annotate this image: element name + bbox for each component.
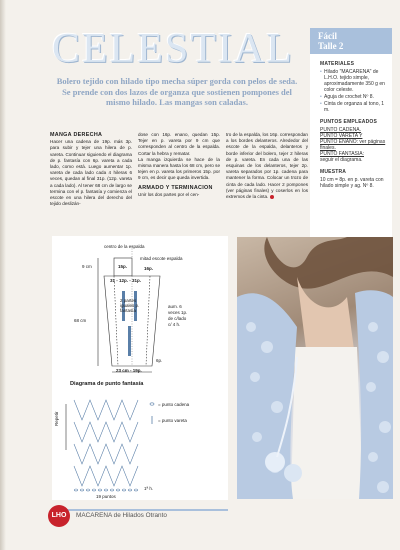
stitch-item: PUNTO CADENA. — [320, 127, 362, 133]
repeat-label: Repetir — [54, 411, 59, 426]
column2-text-b: La manga izquierda se hace de la misma manera hasta los 68 cm, pero se tejen en p. vareta los primeros 15p. por 9 cm, es decir que queda invertida. — [138, 156, 220, 181]
material-item: • Aguja de crochet Nº 8. — [320, 94, 387, 100]
materials-sidebar — [310, 28, 392, 256]
right-sleeve-text: Hacer una cadena de 19p. más 3p. para subir y tejer una hilera de p. vareta. Continuar siguiendo el diagrama de p. fantasía con 6p. vareta a cada lado, como está. Luego aumentar 1p. vareta de cada lado cada 4 hileras 6 veces, quedan al final 31p. (12p. vareta a cada lado). Al tener 68 cm de largo se termina con el p. fantasía y comienza el escote en una hilera del derecho del tejido deslizán- — [50, 139, 132, 207]
materials-heading: MATERIALES — [320, 61, 355, 67]
pattern-title: CELESTIAL — [52, 26, 294, 72]
label-parts: 2 partes iguales p. fantasía — [120, 298, 140, 313]
page-binding-shadow — [0, 0, 6, 550]
difficulty-level: Fácil — [318, 31, 337, 41]
fantasy-stitch-label: PUNTO FANTASIA: — [320, 151, 364, 157]
gauge-text: 10 cm = 8p. en p. vareta con hilado simple y ag. Nº 8. — [320, 177, 384, 189]
difficulty-band — [310, 28, 392, 54]
label-bottom-width: 23 cm - 19p. — [116, 368, 142, 373]
stitch-item-text: PUNTO ENANO: ver páginas finales. — [320, 139, 386, 151]
assembly-heading: ARMADO Y TERMINACION — [138, 184, 213, 191]
column2-text-c: Unir los dos partes por el cen- — [138, 191, 200, 197]
label-6p: 6p. — [156, 358, 163, 363]
size-label: Talle 2 — [318, 41, 344, 51]
diagram-panel — [52, 236, 228, 500]
pompom-right-icon — [284, 464, 302, 482]
text-column-1 — [50, 132, 132, 207]
stitches-heading: PUNTOS EMPLEADOS — [320, 119, 378, 125]
label-half-neck: mitad escote espalda — [140, 256, 183, 261]
stitch-diagram — [52, 390, 228, 500]
model-photo — [237, 237, 393, 499]
right-sleeve-heading: MANGA DERECHA — [50, 132, 103, 138]
footer-brand-text: MACARENA de Hilados Otranto — [76, 512, 167, 519]
label-68cm: 68 cm — [74, 318, 87, 323]
label-increases: aum. 6 veces 1p. de c/lado c/ 4 h. — [168, 304, 188, 327]
sidebar-body — [310, 54, 392, 189]
label-16p: 16p. — [144, 266, 154, 271]
column2-text-a: dose con 16p. enano, quedan 15p. Tejer en p. vareta por 9 cm que corresponden al centro de la espalda. Cortar la hebra y rematar. — [138, 132, 220, 156]
lho-logo-badge: LHO — [48, 505, 70, 527]
end-marker-icon — [270, 195, 274, 199]
legend-treble: = punto vareta — [158, 418, 187, 423]
column3-text: tro de la espalda, los 16p. correspondan a los bordes delanteros. Alrededor del escote de la espalda, delanteros y borde inferior del bolero, tejer 2 hileras de p. vareta. En cada una de las esquinas de los delanteros, tejer 2p. vareta separados por 1p. cadena para mantener la forma. Colocar un trozo de cinta de cada lado. Hacer 2 pompones (ver páginas finales) y coserlos en los extremos de la cinta. — [226, 132, 308, 200]
gauge-heading: MUESTRA — [320, 169, 347, 175]
pattern-intro: Bolero tejido con hilado tipo mecha súper gorda con pelos de seda. Se prende con dos lazos de organza que sostienen pompones del mismo hilado. Las mangas son caladas. — [56, 76, 298, 107]
fantasy-stitch-note: seguir el diagrama. — [320, 157, 363, 163]
material-item: • Cinta de organza al tono, 1 m. — [320, 101, 387, 113]
material-item: • Hilado "MACARENA" de L.H.O. tejido simple, aproximadamente 350 g en color celeste. — [320, 69, 387, 93]
legend-chain: = punto cadena — [158, 402, 190, 407]
text-column-3 — [226, 132, 308, 200]
stitch-diagram-title: Diagrama de punto fantasía — [70, 381, 144, 387]
chain-stitch-symbol-icon — [150, 403, 154, 405]
first-row-label: 1ª h. — [144, 486, 154, 491]
stitch-item — [320, 139, 387, 151]
stitch-item: PUNTO VARETA Y — [320, 133, 363, 139]
footer-rule — [52, 509, 228, 511]
pompom-left-icon — [265, 452, 285, 472]
stitch-count-label: 19 puntos — [96, 494, 116, 499]
label-top-width: 31 - 12p. - 31p. — [110, 278, 142, 283]
label-back-center: centro de la espalda — [104, 244, 145, 249]
text-column-2 — [138, 132, 220, 198]
bolero-illustration — [237, 237, 393, 499]
label-9cm: 9 cm — [82, 264, 92, 269]
label-15p: 15p. — [118, 264, 128, 269]
stitch-rows — [74, 400, 138, 486]
